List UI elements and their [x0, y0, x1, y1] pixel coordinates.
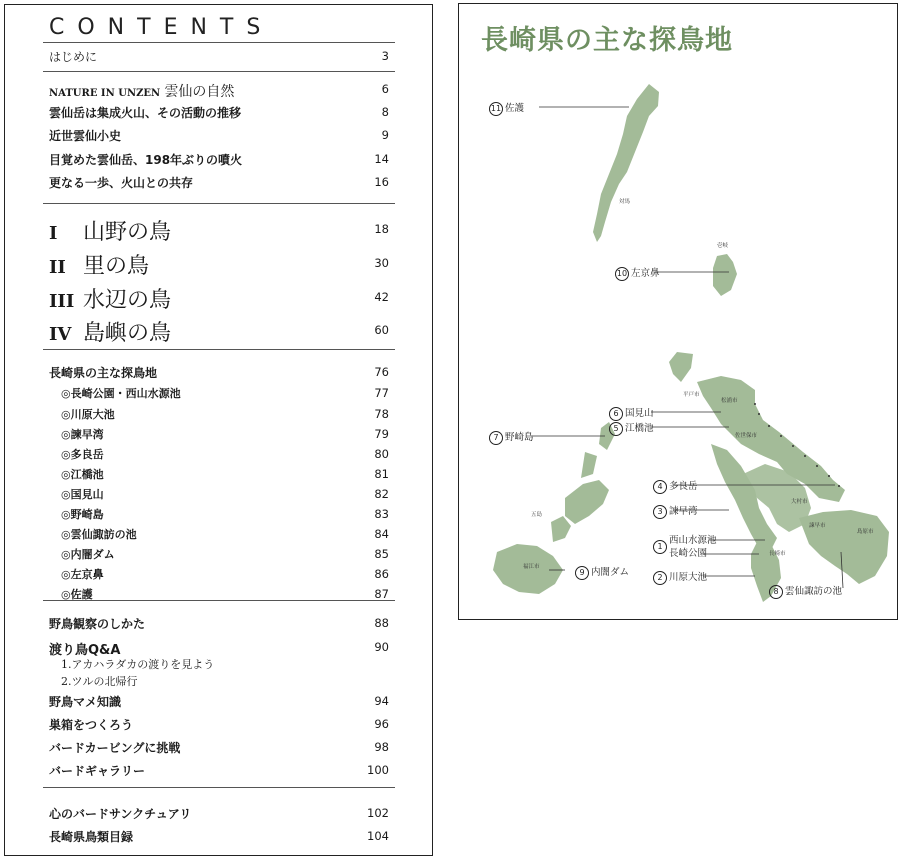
toc-entry-title: 長崎県鳥類目録: [49, 830, 134, 844]
toc-entry-prefix: NATURE IN UNZEN: [49, 88, 161, 99]
place-label: 対馬: [619, 199, 631, 205]
kamigoto: [581, 452, 597, 478]
toc-entry-page: 81: [374, 467, 389, 481]
divider: [43, 600, 395, 601]
toc-entry-page: 90: [374, 640, 389, 654]
place-label: 諫早市: [809, 523, 826, 529]
map-spot[interactable]: [769, 583, 842, 599]
toc-entry[interactable]: [49, 615, 389, 635]
tsushima-island: [593, 84, 659, 242]
map-spot[interactable]: [653, 478, 698, 494]
map-spot[interactable]: [575, 564, 629, 580]
place-label: 松浦市: [721, 398, 738, 404]
toc-entry-title: ◎野崎島: [61, 508, 104, 521]
toc-chapter[interactable]: [49, 254, 389, 279]
spot-name: 江橋池: [625, 423, 654, 434]
spot-name: 雲仙諏訪の池: [785, 586, 843, 597]
chapter-title: 島嶼の鳥: [83, 321, 172, 346]
toc-entry[interactable]: [49, 174, 389, 194]
toc-chapter[interactable]: [49, 220, 389, 245]
toc-entry-page: 86: [374, 567, 389, 581]
toc-entry-title: 野鳥マメ知識: [49, 695, 122, 709]
divider: [43, 787, 395, 788]
spot-number: 2: [653, 571, 667, 585]
place-label: 福江市: [523, 564, 540, 570]
toc-entry-title: 雲仙の自然: [164, 84, 235, 100]
divider: [43, 349, 395, 350]
toc-entry-page: 104: [367, 829, 389, 843]
nagasaki-map: [459, 4, 897, 619]
toc-entry-title: ◎川原大池: [61, 408, 115, 421]
toc-entry-page: 76: [374, 365, 389, 379]
toc-entry-page: 9: [381, 128, 389, 142]
toc-subentry[interactable]: [49, 506, 389, 526]
toc-entry-page: 100: [367, 763, 389, 777]
toc-entry-page: 60: [374, 323, 389, 337]
toc-entry-title: ◎雲仙諏訪の池: [61, 528, 137, 541]
toc-entry-page: 83: [374, 507, 389, 521]
toc-subentry[interactable]: [49, 526, 389, 546]
spot-number: 9: [575, 566, 589, 580]
toc-entry-title: ◎内闇ダム: [61, 548, 115, 561]
toc-entry-title: ◎諫早湾: [61, 428, 104, 441]
map-spot[interactable]: [653, 534, 717, 560]
goto-mid: [551, 516, 571, 542]
toc-entry[interactable]: [49, 828, 389, 848]
divider: [43, 42, 395, 43]
spot-name: 国見山: [625, 408, 654, 419]
toc-entry[interactable]: [49, 739, 389, 759]
spot-name: 佐護: [505, 103, 525, 114]
toc-entry-page: 88: [374, 616, 389, 630]
toc-entry-page: 30: [374, 256, 389, 270]
chapter-title: 水辺の鳥: [83, 288, 172, 313]
toc-entry-title: バードギャラリー: [49, 764, 146, 778]
toc-entry-page: 96: [374, 717, 389, 731]
map-spot[interactable]: [609, 405, 654, 421]
toc-entry[interactable]: [49, 104, 389, 124]
place-label: 佐世保市: [735, 433, 758, 439]
toc-entry-title: 目覚めた雲仙岳、198年ぶりの噴火: [49, 153, 243, 167]
toc-entry-title: 巣箱をつくろう: [49, 718, 134, 732]
spot-name: 諫早湾: [669, 506, 698, 517]
place-label: 大村市: [791, 499, 808, 505]
place-label: 長崎市: [769, 551, 786, 557]
toc-entry-title: バードカービングに挑戦: [49, 741, 181, 755]
toc-entry-page: 98: [374, 740, 389, 754]
toc-entry-page: 42: [374, 290, 389, 304]
chapter-number: IV: [49, 324, 72, 345]
place-label: 壱岐: [717, 243, 729, 249]
map-spot[interactable]: [489, 429, 534, 445]
place-label: 平戸市: [683, 392, 700, 398]
toc-subentry[interactable]: [49, 385, 389, 405]
map-page: [458, 3, 898, 620]
toc-entry-title: ◎左京鼻: [61, 568, 104, 581]
toc-entry-page: 6: [381, 82, 389, 96]
spot-number: 11: [489, 102, 503, 116]
toc-subentry[interactable]: [49, 426, 389, 446]
spot-number: 10: [615, 267, 629, 281]
toc-entry-page: 84: [374, 527, 389, 541]
divider: [43, 203, 395, 204]
toc-entry-page: 77: [374, 386, 389, 400]
spot-name: 西山水源池: [669, 535, 717, 546]
goto-north: [565, 480, 609, 524]
toc-entry-title: はじめに: [49, 50, 98, 64]
toc-entry[interactable]: [49, 762, 389, 782]
toc-entry[interactable]: [49, 716, 389, 736]
toc-subentry[interactable]: [49, 446, 389, 466]
spot-number: 3: [653, 505, 667, 519]
spot-number: 4: [653, 480, 667, 494]
spot-name: 内闇ダム: [591, 567, 630, 578]
toc-entry-page: 16: [374, 175, 389, 189]
divider: [43, 71, 395, 72]
toc-entry-page: 80: [374, 447, 389, 461]
place-label: 島原市: [857, 529, 874, 535]
map-title: 長崎県の主な探鳥地: [481, 25, 733, 56]
toc-entry-intro[interactable]: [49, 48, 389, 68]
spot-number: 5: [609, 422, 623, 436]
toc-entry[interactable]: [49, 127, 389, 147]
spot-name: 多良岳: [669, 481, 698, 492]
toc-entry-title: ◎国見山: [61, 488, 104, 501]
toc-entry[interactable]: [49, 805, 389, 825]
hirado-island: [669, 352, 693, 382]
spot-name: 野崎島: [505, 432, 534, 443]
toc-subentry[interactable]: [49, 466, 389, 486]
toc-entry-page: 18: [374, 222, 389, 236]
toc-note-text: 1.アカハラダカの渡りを見よう: [61, 658, 215, 671]
spot-number: 1: [653, 540, 667, 554]
spot-name: 川原大池: [669, 572, 708, 583]
spot-number: 8: [769, 585, 783, 599]
toc-subentry[interactable]: [49, 546, 389, 566]
toc-entry[interactable]: [49, 151, 389, 171]
toc-entry-title: 渡り鳥Q&A: [49, 643, 121, 658]
toc-entry-title: 長崎県の主な探鳥地: [49, 366, 158, 380]
toc-entry-title: ◎江橋池: [61, 468, 104, 481]
contents-page: [4, 4, 433, 856]
toc-subentry[interactable]: [49, 486, 389, 506]
toc-entry-page: 78: [374, 407, 389, 421]
toc-note: [49, 673, 389, 693]
toc-entry-title: 雲仙岳は集成火山、その活動の推移: [49, 106, 242, 120]
chapter-title: 里の鳥: [83, 254, 150, 279]
chapter-number: II: [49, 257, 66, 278]
toc-entry-page: 79: [374, 427, 389, 441]
iki-island: [713, 254, 737, 296]
toc-chapter[interactable]: [49, 321, 389, 346]
toc-subentry[interactable]: [49, 406, 389, 426]
toc-entry-page: 3: [381, 49, 389, 63]
toc-entry[interactable]: [49, 693, 389, 713]
chapter-number: III: [49, 291, 75, 312]
toc-entry-page: 14: [374, 152, 389, 166]
map-spot[interactable]: [609, 420, 654, 436]
chapter-number: I: [49, 223, 58, 244]
toc-chapter[interactable]: [49, 288, 389, 313]
toc-entry-title: ◎多良岳: [61, 448, 104, 461]
place-label: 五島: [531, 512, 543, 518]
spot-name: 長崎公園: [669, 548, 708, 559]
spot-name: 左京鼻: [631, 268, 660, 279]
toc-entry-page: 82: [374, 487, 389, 501]
toc-entry-title: 心のバードサンクチュアリ: [49, 807, 192, 821]
toc-subentry[interactable]: [49, 586, 389, 606]
spot-number: 7: [489, 431, 503, 445]
toc-entry-page: 94: [374, 694, 389, 708]
toc-entry-page: 102: [367, 806, 389, 820]
toc-note-text: 2.ツルの北帰行: [61, 675, 138, 688]
toc-entry-title: 野鳥観察のしかた: [49, 617, 146, 631]
toc-entry-spots[interactable]: [49, 364, 389, 384]
map-spot[interactable]: [615, 265, 660, 281]
toc-subentry[interactable]: [49, 566, 389, 586]
map-spot[interactable]: [489, 100, 524, 116]
toc-entry-page: 85: [374, 547, 389, 561]
toc-entry-page: 87: [374, 587, 389, 601]
contents-heading: CONTENTS: [49, 15, 274, 40]
toc-entry-nature[interactable]: [49, 81, 389, 101]
toc-entry-page: 8: [381, 105, 389, 119]
toc-entry-title: 更なる一歩、火山との共存: [49, 176, 194, 190]
map-spot[interactable]: [653, 569, 707, 585]
map-spot[interactable]: [653, 503, 698, 519]
spot-number: 6: [609, 407, 623, 421]
chapter-title: 山野の鳥: [83, 220, 172, 245]
toc-entry-title: ◎長崎公園・西山水源池: [61, 387, 181, 400]
toc-entry-title: 近世雲仙小史: [49, 129, 122, 143]
toc-entry-title: ◎佐護: [61, 588, 93, 601]
